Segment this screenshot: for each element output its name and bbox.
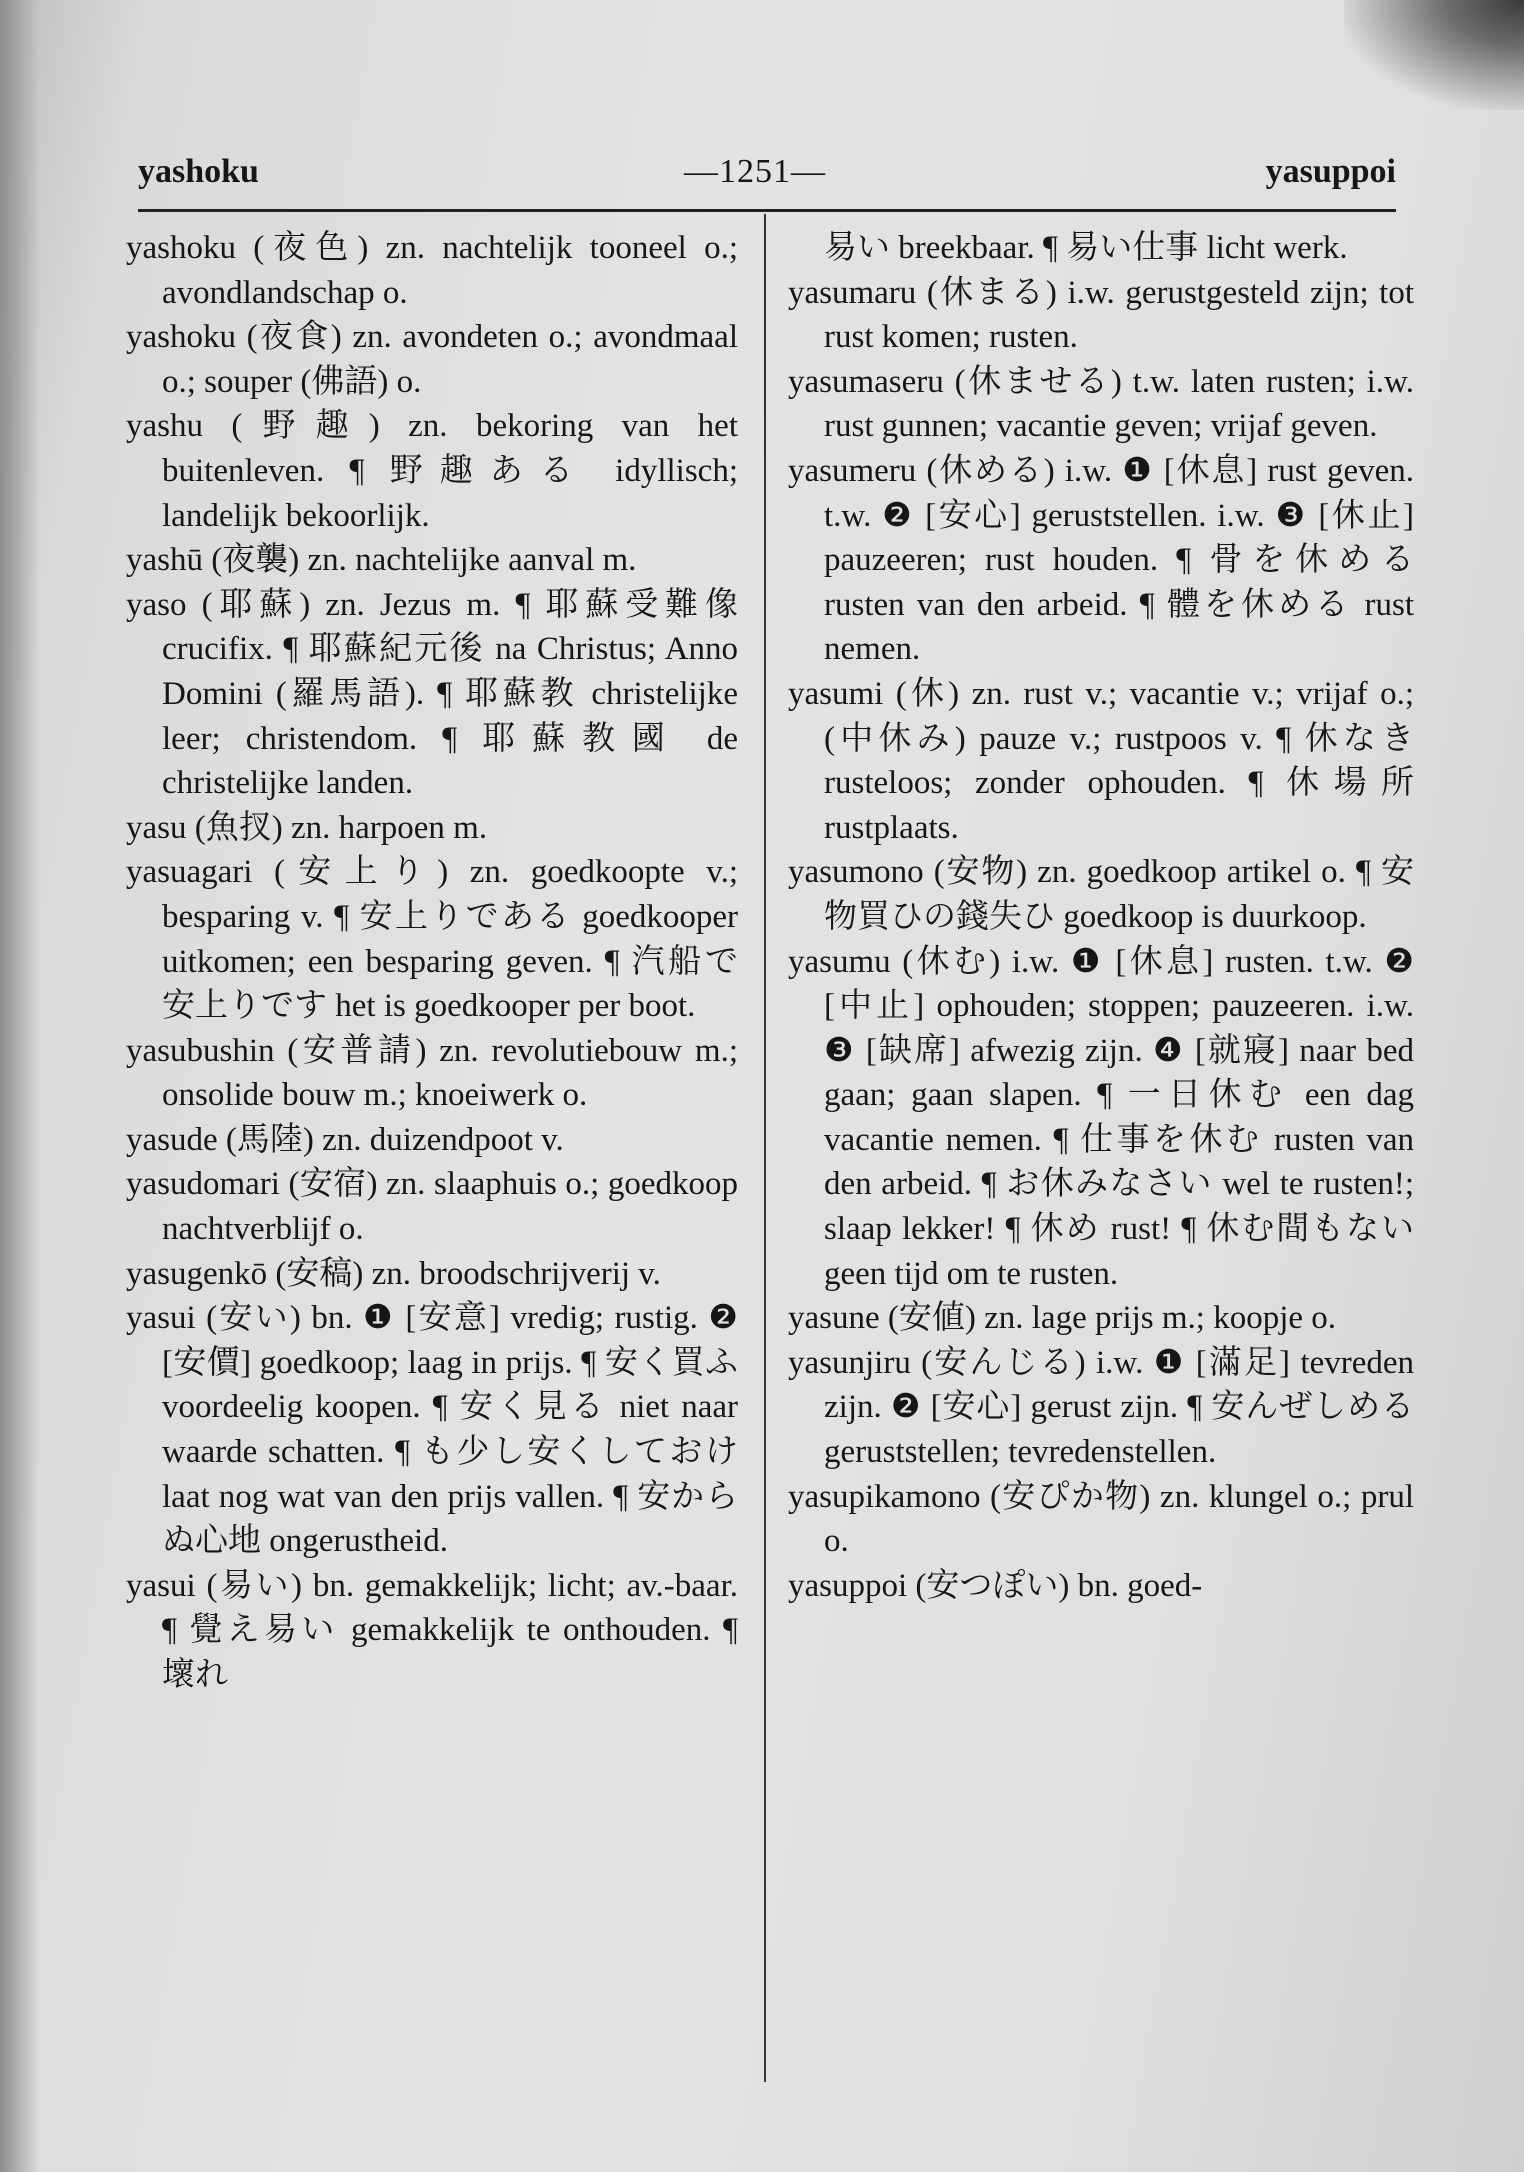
- dictionary-entry: yasu (魚扠) zn. harpoen m.: [126, 809, 488, 846]
- dictionary-entry-continuation: 易い breekbaar. ¶ 易い仕事 licht werk.: [824, 230, 1348, 266]
- dictionary-entry: yasumono (安物) zn. goedkoop artikel o. ¶ 安物買ひの錢失ひ goedkoop is duurkoop.: [788, 854, 1414, 935]
- column-divider: [764, 214, 766, 2082]
- dictionary-entry: yasude (馬陸) zn. duizendpoot v.: [126, 1121, 564, 1158]
- dictionary-entry: yasunjiru (安んじる) i.w. ❶ [滿足] tevreden zijn. ❷ [安心] gerust zijn. ¶ 安んぜしめる geruststellen; tevredenstellen.: [788, 1344, 1414, 1471]
- corner-shadow: [1344, 0, 1524, 110]
- header-rule: [138, 209, 1396, 212]
- header-right-headword: yasuppoi: [1265, 153, 1396, 190]
- dictionary-entry: yasugenkō (安稿) zn. broodschrijverij v.: [126, 1255, 661, 1292]
- dictionary-entry: yasumi (休) zn. rust v.; vacantie v.; vrijaf o.; (中休み) pauze v.; rustpoos v. ¶ 休なき rusteloos; zonder ophouden. ¶ 休場所 rustplaats.: [788, 675, 1414, 846]
- left-column: [126, 226, 738, 1698]
- dictionary-entry: yasumaseru (休ませる) t.w. laten rusten; i.w. rust gunnen; vacantie geven; vrijaf geven.: [788, 363, 1414, 445]
- dictionary-entry: yasubushin (安普請) zn. revolutiebouw m.; onsolide bouw m.; knoeiwerk o.: [126, 1032, 738, 1114]
- dictionary-entry: yasuagari (安上り) zn. goedkoopte v.; besparing v. ¶ 安上りである goedkooper uitkomen; een besparing geven. ¶ 汽船で安上りです het is goedkooper per boot.: [126, 854, 738, 1025]
- page-number: —1251—: [684, 153, 826, 190]
- dictionary-entry: yasuppoi (安つぽい) bn. goed-: [788, 1567, 1203, 1604]
- dictionary-entry: yashoku (夜色) zn. nachtelijk tooneel o.; avondlandschap o.: [126, 230, 738, 311]
- dictionary-entry: yasupikamono (安ぴか物) zn. klungel o.; prul o.: [788, 1478, 1414, 1560]
- dictionary-entry: yaso (耶蘇) zn. Jezus m. ¶ 耶蘇受難像 crucifix. ¶ 耶蘇紀元後 na Christus; Anno Domini (羅馬語). ¶ 耶蘇教 christelijke leer; christendom. ¶ 耶蘇教國 de christelijke landen.: [126, 586, 738, 802]
- dictionary-entry: yasune (安値) zn. lage prijs m.; koopje o.: [788, 1300, 1337, 1337]
- dictionary-entry: yasui (安い) bn. ❶ [安意] vredig; rustig. ❷ [安價] goedkoop; laag in prijs. ¶ 安く買ふ voordeelig koopen. ¶ 安く見る niet naar waarde schatten. ¶ も少し安くしておけ laat nog wat van den prijs vallen. ¶ 安からぬ心地 ongerustheid.: [126, 1300, 738, 1560]
- right-column: [788, 226, 1414, 1608]
- page-header: [138, 148, 1396, 196]
- header-left-headword: yashoku: [138, 153, 259, 190]
- dictionary-entry: yasumeru (休める) i.w. ❶ [休息] rust geven. t.w. ❷ [安心] geruststellen. i.w. ❸ [休止] pauzeeren; rust houden. ¶ 骨を休める rusten van den arbeid. ¶ 體を休める rust nemen.: [788, 452, 1414, 668]
- page-edge-shadow: [0, 0, 40, 2172]
- dictionary-entry: yashu (野趣) zn. bekoring van het buitenleven. ¶ 野趣ある idyllisch; landelijk bekoorlijk.: [126, 408, 738, 534]
- dictionary-entry: yasumaru (休まる) i.w. gerustgesteld zijn; tot rust komen; rusten.: [788, 274, 1414, 356]
- dictionary-entry: yashoku (夜食) zn. avondeten o.; avondmaal o.; souper (佛語) o.: [126, 319, 738, 400]
- dictionary-entry: yashū (夜襲) zn. nachtelijke aanval m.: [126, 542, 637, 579]
- dictionary-entry: yasudomari (安宿) zn. slaaphuis o.; goedkoop nachtverblijf o.: [126, 1166, 738, 1248]
- dictionary-entry: yasumu (休む) i.w. ❶ [休息] rusten. t.w. ❷ [中止] ophouden; stoppen; pauzeeren. i.w. ❸ [缺席] afwezig zijn. ❹ [就寢] naar bed gaan; gaan slapen. ¶ 一日休む een dag vacantie nemen. ¶ 仕事を休む rusten van den arbeid. ¶ お休みなさい wel te rusten!; slaap lekker! ¶ 休め rust! ¶ 休む間もない geen tijd om te rusten.: [788, 943, 1414, 1292]
- dictionary-entry: yasui (易い) bn. gemakkelijk; licht; av.-baar. ¶ 覺え易い gemakkelijk te onthouden. ¶ 壞れ: [126, 1567, 738, 1693]
